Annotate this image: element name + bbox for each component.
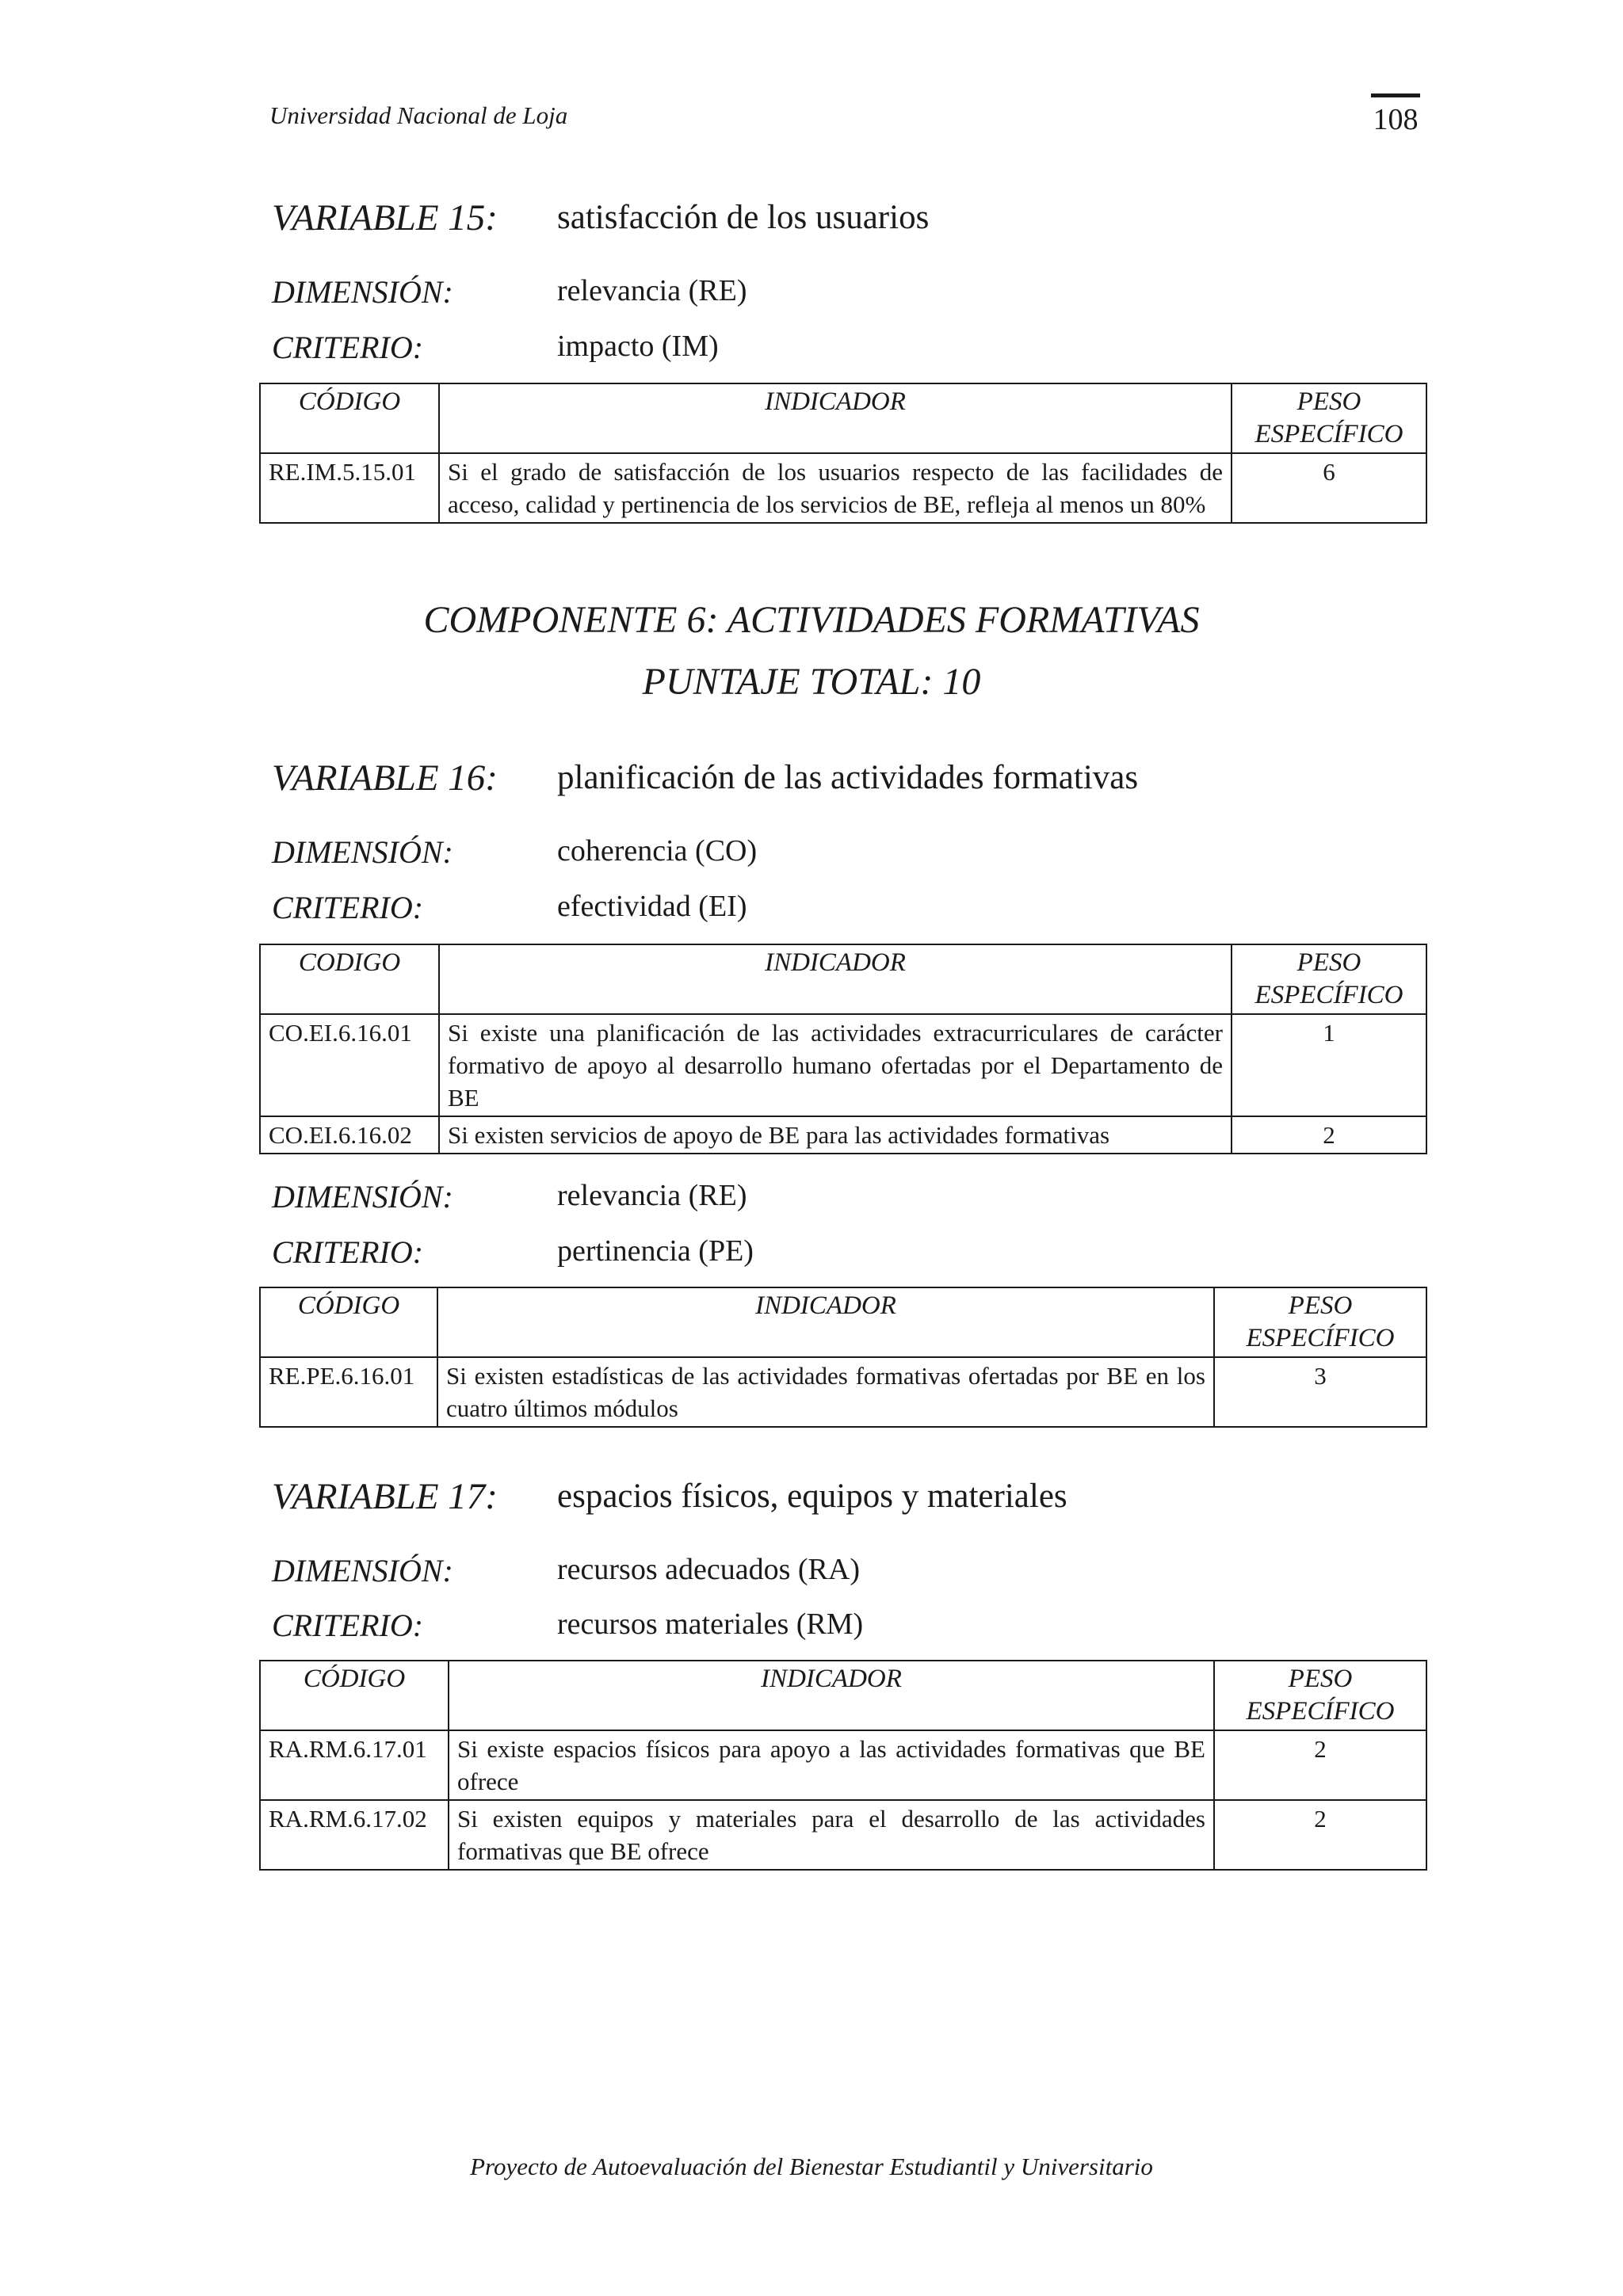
- table-row: [260, 1116, 1426, 1154]
- header-peso: PESO ESPECÍFICO: [1214, 1287, 1426, 1357]
- variable-title: satisfacción de los usuarios: [557, 199, 930, 236]
- indicator-table-v16-b: [259, 1287, 1427, 1428]
- row-weight: 3: [1214, 1357, 1426, 1427]
- variable-title: espacios físicos, equipos y materiales: [557, 1478, 1067, 1515]
- row-weight: 2: [1214, 1730, 1426, 1800]
- header-peso: PESO ESPECÍFICO: [1232, 944, 1426, 1014]
- dimension-value: relevancia (RE): [557, 274, 747, 307]
- component-title: COMPONENTE 6: ACTIVIDADES FORMATIVAS: [423, 599, 1200, 641]
- criterio-label: CRITERIO:: [272, 1234, 424, 1270]
- header-indicador: INDICADOR: [449, 1661, 1214, 1730]
- row-code: CO.EI.6.16.01: [260, 1014, 439, 1116]
- criterio-value: impacto (IM): [557, 330, 719, 363]
- row-weight: 6: [1232, 453, 1426, 523]
- criterio-label: CRITERIO:: [272, 890, 424, 925]
- dimension-label: DIMENSIÓN:: [272, 1553, 453, 1589]
- row-indicator: Si existen equipos y materiales para el desarrollo de las actividades formativas que BE ofrece: [449, 1800, 1214, 1870]
- row-weight: 2: [1214, 1800, 1426, 1870]
- row-code: CO.EI.6.16.02: [260, 1116, 439, 1154]
- header-peso: PESO ESPECÍFICO: [1214, 1661, 1426, 1730]
- indicator-table-v15: [259, 383, 1427, 524]
- table-header-row: [260, 1661, 1426, 1730]
- dimension-value: recursos adecuados (RA): [557, 1553, 860, 1586]
- variable-title: planificación de las actividades formativas: [557, 759, 1139, 796]
- row-weight: 1: [1232, 1014, 1426, 1116]
- running-header: Universidad Nacional de Loja: [269, 101, 568, 129]
- row-code: RE.IM.5.15.01: [260, 453, 439, 523]
- row-indicator: Si existen estadísticas de las actividades formativas ofertadas por BE en los cuatro últimos módulos: [437, 1357, 1214, 1427]
- header-indicador: INDICADOR: [439, 383, 1232, 453]
- criterio-label: CRITERIO:: [272, 330, 424, 365]
- row-indicator: Si existe una planificación de las actividades extracurriculares de carácter formativo de apoyo al desarrollo humano ofertadas por el Departamento de BE: [439, 1014, 1232, 1116]
- variable-label: VARIABLE 17:: [272, 1476, 498, 1517]
- header-indicador: INDICADOR: [439, 944, 1232, 1014]
- variable-label: VARIABLE 15:: [272, 197, 498, 238]
- variable-label: VARIABLE 16:: [272, 757, 498, 799]
- header-codigo: CÓDIGO: [260, 1661, 449, 1730]
- criterio-value: efectividad (EI): [557, 890, 747, 923]
- row-code: RA.RM.6.17.01: [260, 1730, 449, 1800]
- header-peso: PESO ESPECÍFICO: [1232, 383, 1426, 453]
- header-codigo: CÓDIGO: [260, 1287, 437, 1357]
- row-code: RA.RM.6.17.02: [260, 1800, 449, 1870]
- dimension-label: DIMENSIÓN:: [272, 834, 453, 870]
- criterio-label: CRITERIO:: [272, 1608, 424, 1643]
- header-indicador: INDICADOR: [437, 1287, 1214, 1357]
- table-row: [260, 1357, 1426, 1427]
- table-row: [260, 1730, 1426, 1800]
- dimension-label: DIMENSIÓN:: [272, 1179, 453, 1215]
- component-score: PUNTAJE TOTAL: 10: [642, 661, 981, 703]
- row-code: RE.PE.6.16.01: [260, 1357, 437, 1427]
- row-indicator: Si existe espacios físicos para apoyo a las actividades formativas que BE ofrece: [449, 1730, 1214, 1800]
- indicator-table-v17: [259, 1660, 1427, 1871]
- page-number: 108: [1371, 93, 1420, 137]
- indicator-table-v16-a: [259, 944, 1427, 1154]
- header-codigo: CODIGO: [260, 944, 439, 1014]
- table-header-row: [260, 944, 1426, 1014]
- criterio-value: recursos materiales (RM): [557, 1608, 864, 1641]
- criterio-value: pertinencia (PE): [557, 1234, 754, 1268]
- page-footer: Proyecto de Autoevaluación del Bienestar Estudiantil y Universitario: [470, 2153, 1153, 2180]
- table-row: [260, 1014, 1426, 1116]
- dimension-label: DIMENSIÓN:: [272, 274, 453, 310]
- dimension-value: coherencia (CO): [557, 834, 758, 868]
- table-header-row: [260, 1287, 1426, 1357]
- table-row: [260, 1800, 1426, 1870]
- table-header-row: [260, 383, 1426, 453]
- row-weight: 2: [1232, 1116, 1426, 1154]
- dimension-value: relevancia (RE): [557, 1179, 747, 1212]
- table-row: [260, 453, 1426, 523]
- header-codigo: CÓDIGO: [260, 383, 439, 453]
- row-indicator: Si existen servicios de apoyo de BE para las actividades formativas: [439, 1116, 1232, 1154]
- row-indicator: Si el grado de satisfacción de los usuarios respecto de las facilidades de acceso, calidad y pertinencia de los servicios de BE, refleja al menos un 80%: [439, 453, 1232, 523]
